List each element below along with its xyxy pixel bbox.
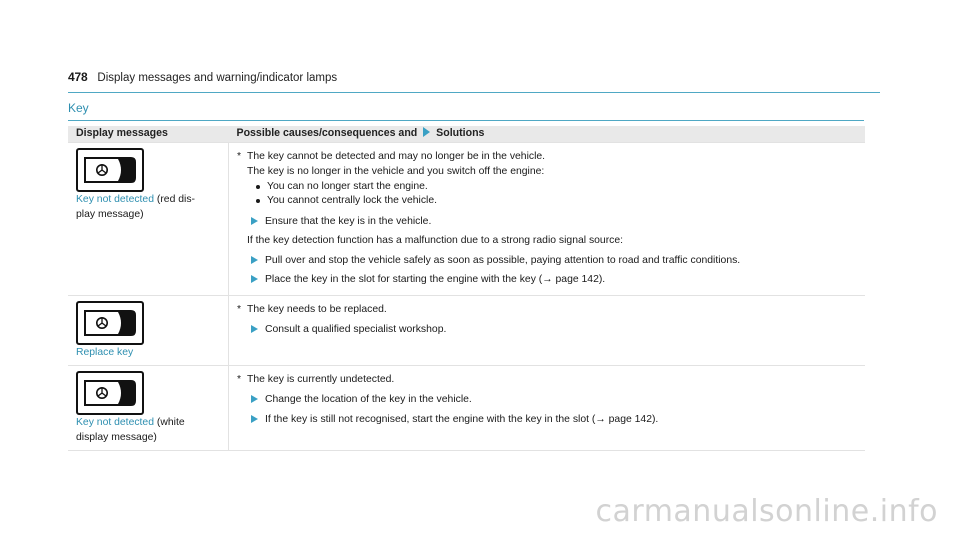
column-header-causes-solutions <box>229 126 866 143</box>
watermark: carmanualsonline.info <box>595 494 938 529</box>
solution-arrow-icon <box>251 275 258 283</box>
page-header-title: Display messages and warning/indicator lamps <box>97 72 338 84</box>
causes-header-label: Possible causes/consequences and <box>236 127 418 140</box>
page-header <box>68 70 880 93</box>
cause-text: The key cannot be detected and may no longer be in the vehicle. <box>247 151 546 162</box>
causes-solutions-cell <box>229 143 866 296</box>
solution-item <box>237 273 859 288</box>
condition-text: If the key detection function has a malfunction due to a strong radio signal source: <box>247 234 624 246</box>
solution-item <box>237 254 859 269</box>
solution-text: Pull over and stop the vehicle safely as soon as possible, paying attention to road and traffic conditions. <box>265 254 741 266</box>
solution-arrow-icon <box>251 217 258 225</box>
table-header-row <box>68 126 865 143</box>
display-message-text <box>76 193 222 223</box>
key-icon <box>76 371 144 415</box>
message-suffix: (red dis- <box>154 194 195 205</box>
cause-text: The key needs to be replaced. <box>247 304 387 316</box>
message-suffix-line2: play message) <box>76 208 144 220</box>
message-link-key-not-detected-white[interactable]: Key not detected <box>76 417 154 429</box>
causes-solutions-cell <box>229 296 866 366</box>
table-row <box>68 366 865 451</box>
causes-solutions-cell <box>229 366 866 451</box>
solution-arrow-icon <box>251 395 258 403</box>
star-marker: * <box>237 151 242 162</box>
display-message-text <box>76 416 222 446</box>
solution-item <box>237 215 859 230</box>
message-link-replace-key[interactable]: Replace key <box>76 347 134 359</box>
star-marker: * <box>237 304 242 316</box>
star-marker: * <box>237 374 242 386</box>
solution-arrow-icon <box>251 325 258 333</box>
solution-item <box>237 323 859 338</box>
key-icon <box>76 301 144 345</box>
page-number: 478 <box>68 70 88 84</box>
solution-text: Consult a qualified specialist workshop. <box>265 323 447 335</box>
solution-arrow-icon <box>251 415 258 423</box>
solution-item <box>237 413 859 428</box>
cause-item <box>237 303 859 318</box>
key-icon <box>76 148 144 192</box>
display-messages-table <box>68 126 865 451</box>
solution-text: Change the location of the key in the vehicle. <box>265 393 472 405</box>
solution-text: Ensure that the key is in the vehicle. <box>265 216 432 228</box>
bullet-item: You cannot centrally lock the vehicle. <box>254 194 859 209</box>
display-message-cell <box>68 143 229 296</box>
display-message-cell <box>68 296 229 366</box>
solutions-header-label: Solutions <box>436 127 485 140</box>
column-header-display-messages: Display messages <box>68 126 229 143</box>
message-suffix-line2: display message) <box>76 431 157 443</box>
message-link-key-not-detected-red[interactable]: Key not detected <box>76 194 154 205</box>
section-title: Key <box>68 101 864 121</box>
cause-item <box>237 150 859 209</box>
solution-arrow-icon <box>251 256 258 264</box>
table-row <box>68 296 865 366</box>
message-suffix: (white <box>154 417 185 429</box>
solution-arrow-icon <box>423 127 430 137</box>
solution-text[interactable]: If the key is still not recognised, start the engine with the key in the slot (→ page 142). <box>265 413 659 425</box>
solution-item <box>237 393 859 408</box>
table-row <box>68 143 865 296</box>
bullet-item: You can no longer start the engine. <box>254 180 859 195</box>
display-message-cell <box>68 366 229 451</box>
display-message-text <box>76 346 222 361</box>
cause-text-2: The key is no longer in the vehicle and you switch off the engine: <box>247 165 545 177</box>
cause-item <box>237 373 859 388</box>
solution-text[interactable]: Place the key in the slot for starting the engine with the key (→ page 142). <box>265 274 606 286</box>
cause-text: The key is currently undetected. <box>247 374 395 386</box>
